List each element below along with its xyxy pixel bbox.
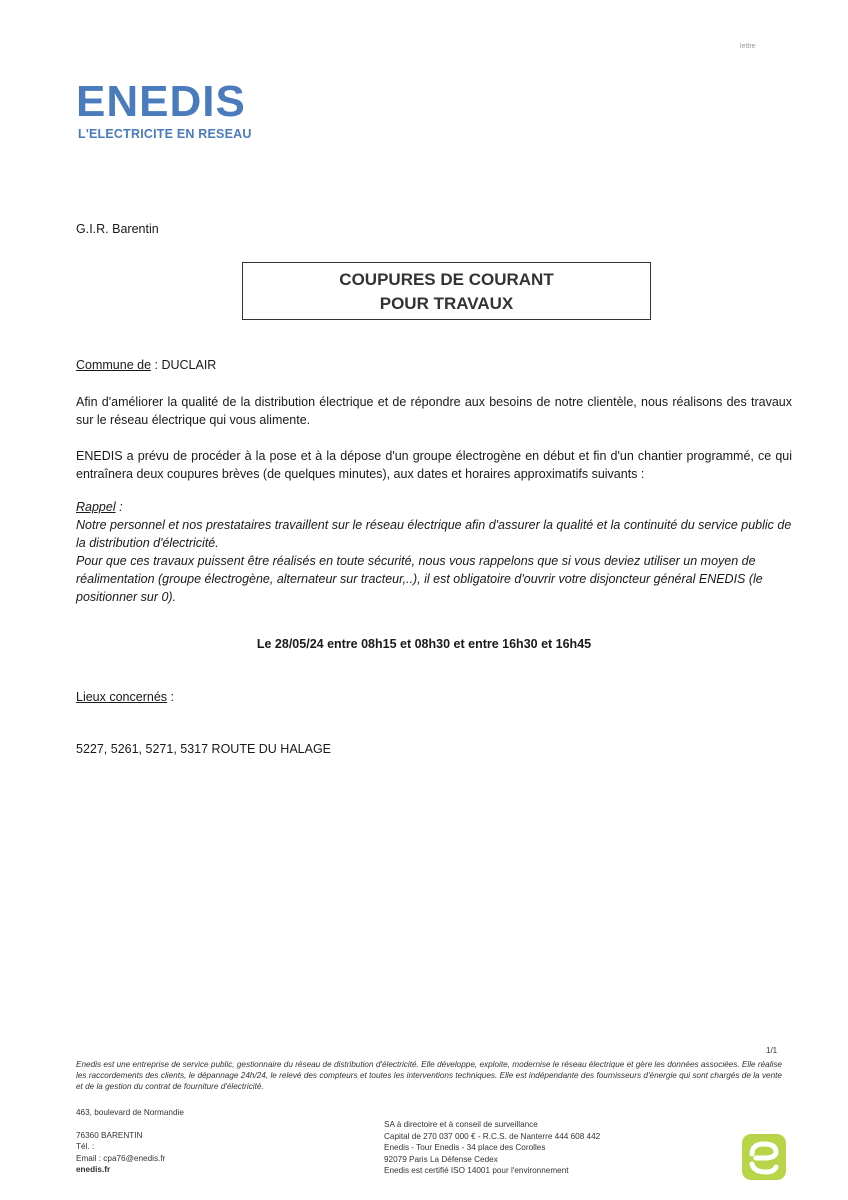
rappel-section <box>76 498 792 606</box>
commune-label: Commune de <box>76 358 152 372</box>
logo-tagline: L'ELECTRICITE EN RESEAU <box>78 127 252 141</box>
lieux-heading <box>76 690 174 704</box>
lieux-label: Lieux concernés <box>76 690 168 704</box>
rappel-colon: : <box>115 500 123 514</box>
footer-legal: Enedis est une entreprise de service public, gestionnaire du réseau de distribution d'électricité. Elle développe, exploite, modernise le réseau électrique et gère les données associées. Elle réalise les raccordements des clients, le dépannage 24h/24, le relevé des compteurs et toutes les interventions techniques. Elle est indépendante des fournisseurs d'énergie qui sont chargés de la vente et de la gestion du contrat de fourniture d'électricité. <box>76 1060 782 1091</box>
email-line: Email : cpa76@enedis.fr <box>76 1153 166 1163</box>
commune-separator: : <box>151 358 162 372</box>
address-line-2: 76360 BARENTIN <box>76 1130 143 1140</box>
tel-line: Tél. : <box>76 1142 95 1151</box>
title-line-1: COUPURES DE COURANT <box>339 270 554 289</box>
sender-name: G.I.R. Barentin <box>76 222 159 236</box>
title-line-2: POUR TRAVAUX <box>379 294 514 313</box>
company-line-1: SA à directoire et à conseil de surveillance <box>384 1120 538 1129</box>
company-line-2: Capital de 270 037 000 € - R.C.S. de Nanterre 444 608 442 <box>384 1131 601 1141</box>
lieux-colon: : <box>167 690 174 704</box>
rappel-heading <box>76 498 792 516</box>
top-scan-mark: lettre <box>740 43 756 50</box>
company-line-5: Enedis est certifié ISO 14001 pour l'environnement <box>384 1166 569 1175</box>
outage-paragraph: ENEDIS a prévu de procéder à la pose et à la dépose d'un groupe électrogène en début et fin d'un chantier programmé, ce qui entraînera deux coupures brèves (de quelques minutes), aux dates et horaires approximatifs suivants : <box>76 449 792 481</box>
commune-line <box>76 358 216 372</box>
company-line-3: Enedis - Tour Enedis - 34 place des Corolles <box>384 1143 546 1152</box>
intro-paragraph: Afin d'améliorer la qualité de la distribution électrique et de répondre aux besoins de notre clientèle, nous réalisons des travaux sur le réseau électrique qui vous alimente. <box>76 395 792 427</box>
page-number: 1/1 <box>766 1046 778 1055</box>
address-line-1: 463, boulevard de Normandie <box>76 1108 184 1117</box>
rappel-label: Rappel <box>76 500 116 514</box>
commune-value: DUCLAIR <box>161 358 217 372</box>
enedis-logo: ENEDIS <box>76 77 246 126</box>
outage-schedule: Le 28/05/24 entre 08h15 et 08h30 et entre 16h30 et 16h45 <box>256 637 592 651</box>
footer-contact <box>76 1107 184 1176</box>
title-box <box>242 262 651 320</box>
rappel-text-1: Notre personnel et nos prestataires travaillent sur le réseau électrique afin d'assurer la qualité et la continuité du service public de la distribution d'électricité. <box>76 518 792 550</box>
enedis-e-glyph <box>742 1134 786 1180</box>
company-line-4: 92079 Paris La Défense Cedex <box>384 1154 498 1164</box>
rappel-text-2: Pour que ces travaux puissent être réalisés en toute sécurité, nous vous rappelons que si vous deviez utiliser un moyen de réalimentation (groupe électrogène, alternateur sur tracteur,..), il est obligatoire d'ouvrir votre disjoncteur général ENEDIS (le positionner sur 0). <box>76 554 763 604</box>
footer-company <box>384 1119 600 1177</box>
website-line: enedis.fr <box>76 1165 111 1174</box>
enedis-e-icon <box>742 1134 786 1180</box>
affected-addresses: 5227, 5261, 5271, 5317 ROUTE DU HALAGE <box>76 742 332 756</box>
